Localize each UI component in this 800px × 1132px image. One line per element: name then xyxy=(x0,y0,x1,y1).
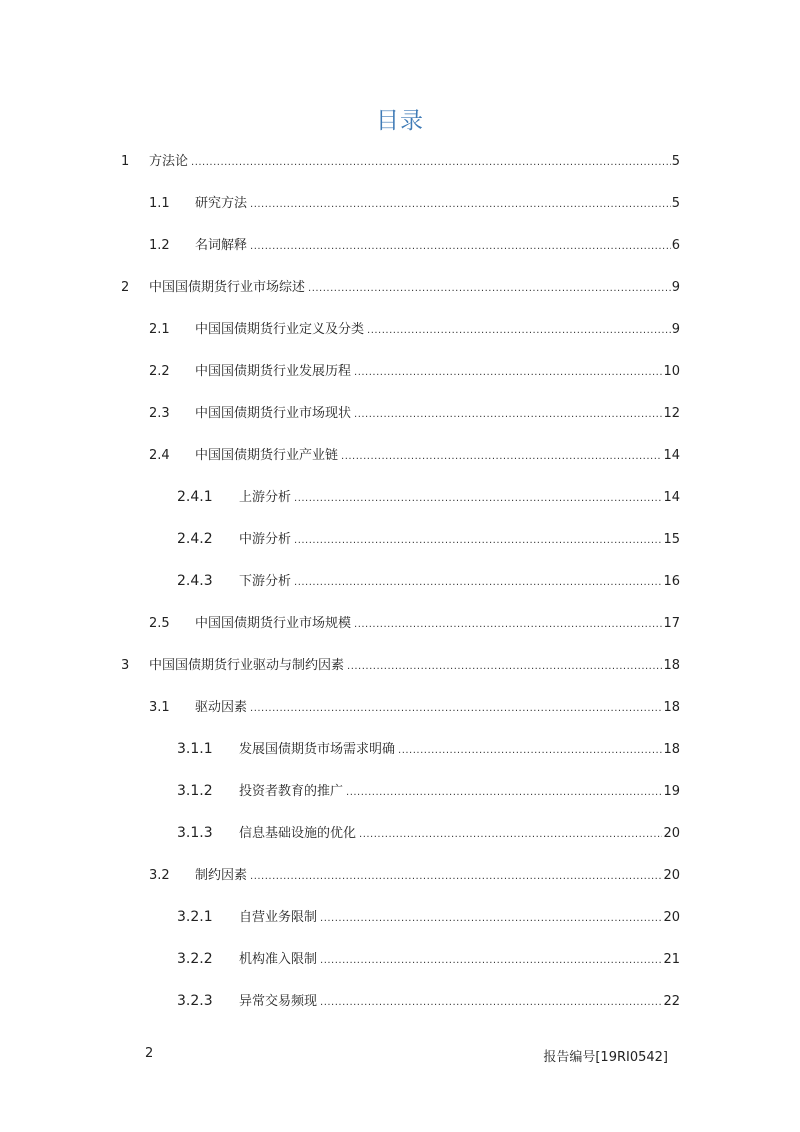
toc-entry-page: 9 xyxy=(671,280,680,295)
toc-leader-dots xyxy=(320,955,662,966)
toc-entry-number: 3 xyxy=(121,658,130,673)
toc-entry-page: 21 xyxy=(663,952,680,967)
toc-entry[interactable] xyxy=(149,696,680,716)
toc-entry-number: 3.2.1 xyxy=(177,909,213,925)
toc-entry-label: 研究方法 xyxy=(195,196,248,211)
toc-entry-page: 14 xyxy=(663,490,680,505)
toc-entry[interactable] xyxy=(121,150,680,170)
toc-entry[interactable] xyxy=(149,318,680,338)
toc-entry-label: 中国国债期货行业产业链 xyxy=(195,448,339,463)
toc-entry-page: 18 xyxy=(663,700,680,715)
toc-entry[interactable] xyxy=(177,738,680,758)
toc-entry-label: 信息基础设施的优化 xyxy=(239,826,357,841)
toc-entry-label: 中国国债期货行业发展历程 xyxy=(195,364,352,379)
toc-entry-label: 下游分析 xyxy=(239,574,292,589)
toc-leader-dots xyxy=(294,493,662,504)
toc-entry[interactable] xyxy=(149,864,680,884)
toc-entry-page: 16 xyxy=(663,574,680,589)
toc-entry-label: 中国国债期货行业驱动与制约因素 xyxy=(149,658,345,673)
toc-entry-label: 上游分析 xyxy=(239,490,292,505)
toc-leader-dots xyxy=(320,997,662,1008)
toc-entry[interactable] xyxy=(177,570,680,590)
toc-entry-number: 2.4 xyxy=(149,448,170,463)
toc-entry-number: 2.3 xyxy=(149,406,170,421)
toc-leader-dots xyxy=(398,745,662,756)
footer-report-id: 报告编号[19RI0542] xyxy=(543,1050,668,1065)
toc-leader-dots xyxy=(250,703,662,714)
toc-entry[interactable] xyxy=(121,654,680,674)
toc-entry-number: 3.1 xyxy=(149,700,170,715)
toc-entry[interactable] xyxy=(177,948,680,968)
toc-entry[interactable] xyxy=(149,192,680,212)
toc-leader-dots xyxy=(294,535,662,546)
toc-entry-page: 19 xyxy=(663,784,680,799)
toc-leader-dots xyxy=(359,829,662,840)
toc-entry-page: 18 xyxy=(663,658,680,673)
toc-entry-page: 5 xyxy=(671,154,680,169)
toc-entry-page: 12 xyxy=(663,406,680,421)
toc-entry-number: 2.5 xyxy=(149,616,170,631)
toc-entry-label: 中国国债期货行业市场现状 xyxy=(195,406,352,421)
toc-entry-label: 自营业务限制 xyxy=(239,910,318,925)
toc-entry-number: 1 xyxy=(121,154,130,169)
toc-leader-dots xyxy=(354,367,662,378)
toc-entry-page: 15 xyxy=(663,532,680,547)
toc-leader-dots xyxy=(250,241,671,252)
toc-entry-label: 方法论 xyxy=(149,154,189,169)
toc-entry-number: 2.1 xyxy=(149,322,170,337)
toc-entry-page: 22 xyxy=(663,994,680,1009)
toc-entry-page: 6 xyxy=(671,238,680,253)
toc-entry-label: 中国国债期货行业市场综述 xyxy=(149,280,306,295)
toc-leader-dots xyxy=(347,661,662,672)
toc-entry-page: 5 xyxy=(671,196,680,211)
toc-entry-number: 3.1.3 xyxy=(177,825,213,841)
toc-leader-dots xyxy=(308,283,671,294)
toc-entry-label: 投资者教育的推广 xyxy=(239,784,344,799)
toc-entry-page: 17 xyxy=(663,616,680,631)
toc-entry-number: 2.4.2 xyxy=(177,531,213,547)
toc-entry-number: 2.4.3 xyxy=(177,573,213,589)
footer-page-number: 2 xyxy=(145,1046,154,1061)
toc-entry[interactable] xyxy=(177,528,680,548)
toc-entry-label: 制约因素 xyxy=(195,868,248,883)
toc-leader-dots xyxy=(320,913,662,924)
toc-entry-label: 中游分析 xyxy=(239,532,292,547)
toc-entry-number: 3.1.2 xyxy=(177,783,213,799)
toc-entry-label: 中国国债期货行业定义及分类 xyxy=(195,322,365,337)
toc-entry-label: 异常交易频现 xyxy=(239,994,318,1009)
toc-entry-number: 1.2 xyxy=(149,238,170,253)
toc-entry[interactable] xyxy=(149,402,680,422)
toc-entry-label: 机构准入限制 xyxy=(239,952,318,967)
toc-entry-number: 2.4.1 xyxy=(177,489,213,505)
toc-entry-label: 驱动因素 xyxy=(195,700,248,715)
toc-entry[interactable] xyxy=(177,780,680,800)
toc-entry-label: 中国国债期货行业市场规模 xyxy=(195,616,352,631)
toc-entry-page: 10 xyxy=(663,364,680,379)
toc-entry-label: 名词解释 xyxy=(195,238,248,253)
toc-title: 目录 xyxy=(376,108,424,134)
toc-entry-number: 3.1.1 xyxy=(177,741,213,757)
toc-entry-number: 1.1 xyxy=(149,196,170,211)
toc-leader-dots xyxy=(354,409,662,420)
toc-entry-page: 9 xyxy=(671,322,680,337)
toc-leader-dots xyxy=(346,787,662,798)
toc-entry-page: 20 xyxy=(663,910,680,925)
toc-leader-dots xyxy=(341,451,662,462)
toc-entry-number: 2.2 xyxy=(149,364,170,379)
toc-entry[interactable] xyxy=(177,906,680,926)
toc-entry-page: 18 xyxy=(663,742,680,757)
toc-entry-page: 20 xyxy=(663,868,680,883)
toc-leader-dots xyxy=(354,619,662,630)
toc-leader-dots xyxy=(294,577,662,588)
toc-entry-number: 3.2.2 xyxy=(177,951,213,967)
toc-entry-number: 2 xyxy=(121,280,130,295)
toc-entry[interactable] xyxy=(149,360,680,380)
toc-entry-number: 3.2.3 xyxy=(177,993,213,1009)
toc-leader-dots xyxy=(250,199,671,210)
toc-leader-dots xyxy=(250,871,662,882)
toc-entry[interactable] xyxy=(177,486,680,506)
toc-entry[interactable] xyxy=(177,822,680,842)
toc-entry[interactable] xyxy=(121,276,680,296)
toc-entry[interactable] xyxy=(149,612,680,632)
toc-entry-page: 20 xyxy=(663,826,680,841)
toc-entry[interactable] xyxy=(177,990,680,1010)
toc-entry-label: 发展国债期货市场需求明确 xyxy=(239,742,396,757)
toc-entry-page: 14 xyxy=(663,448,680,463)
toc-entry[interactable] xyxy=(149,444,680,464)
toc-entry-number: 3.2 xyxy=(149,868,170,883)
toc-leader-dots xyxy=(191,157,671,168)
toc-leader-dots xyxy=(367,325,671,336)
toc-entry[interactable] xyxy=(149,234,680,254)
